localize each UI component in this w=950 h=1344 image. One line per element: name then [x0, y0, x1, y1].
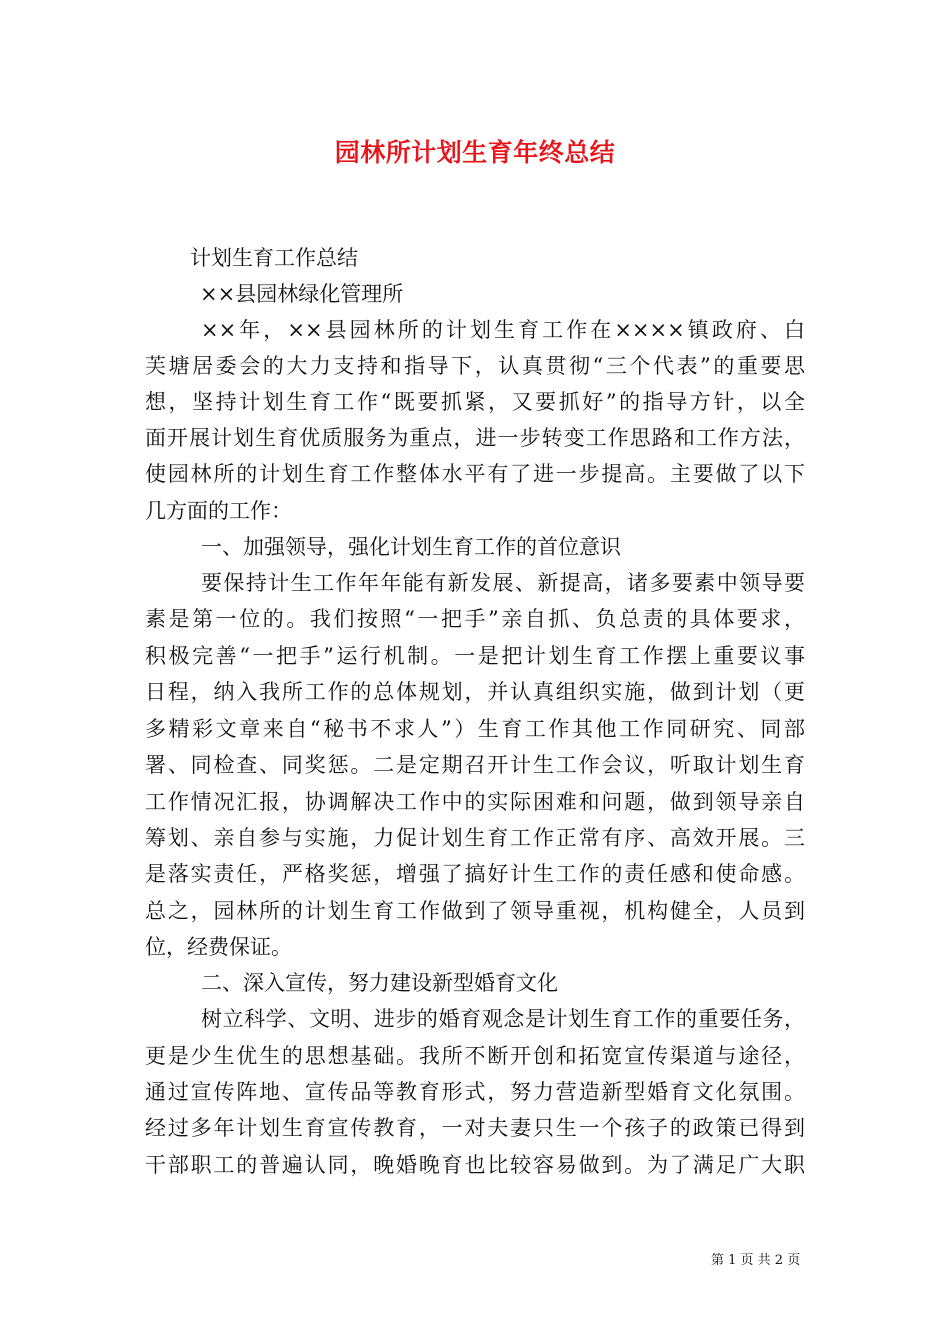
paragraph-line: 想，坚持计划生育工作“既要抓紧，又要抓好”的指导方针，以全 [145, 390, 805, 414]
paragraph-line: 是落实责任，严格奖惩，增强了搞好计生工作的责任感和使命感。 [145, 862, 805, 886]
paragraph-line: 署、同检查、同奖惩。二是定期召开计生工作会议，听取计划生育 [145, 753, 805, 777]
subtitle: 计划生育工作总结 [190, 246, 358, 270]
paragraph-line: 经过多年计划生育宣传教育，一对夫妻只生一个孩子的政策已得到 [145, 1116, 805, 1140]
organization-name: ××县园林绿化管理所 [200, 282, 404, 306]
section-heading-2: 二、深入宣传，努力建设新型婚育文化 [201, 971, 558, 995]
paragraph-line: 使园林所的计划生育工作整体水平有了进一步提高。主要做了以下 [145, 462, 805, 486]
paragraph-line: 更是少生优生的思想基础。我所不断开创和拓宽宣传渠道与途径， [145, 1044, 805, 1068]
paragraph-line: 工作情况汇报，协调解决工作中的实际困难和问题，做到领导亲自 [145, 790, 805, 814]
section-heading-1: 一、加强领导，强化计划生育工作的首位意识 [201, 535, 621, 559]
paragraph-line: 多精彩文章来自“秘书不求人”）生育工作其他工作同研究、同部 [145, 717, 805, 741]
paragraph-line: 面开展计划生育优质服务为重点，进一步转变工作思路和工作方法， [145, 426, 805, 450]
paragraph-line: 位，经费保证。 [145, 935, 292, 959]
paragraph-line: ××年，××县园林所的计划生育工作在××××镇政府、白 [201, 318, 805, 342]
paragraph-line: 素是第一位的。我们按照“一把手”亲自抓、负总责的具体要求， [145, 607, 805, 631]
paragraph-line: 筹划、亲自参与实施，力促计划生育工作正常有序、高效开展。三 [145, 826, 805, 850]
paragraph-line: 芙塘居委会的大力支持和指导下，认真贯彻“三个代表”的重要思 [145, 354, 805, 378]
paragraph-line: 日程，纳入我所工作的总体规划，并认真组织实施，做到计划（更 [145, 680, 805, 704]
paragraph-line: 树立科学、文明、进步的婚育观念是计划生育工作的重要任务， [201, 1007, 805, 1031]
paragraph-line: 积极完善“一把手”运行机制。一是把计划生育工作摆上重要议事 [145, 644, 805, 668]
paragraph-line: 要保持计生工作年年能有新发展、新提高，诸多要素中领导要 [201, 571, 805, 595]
page-footer: 第 1 页 共 2 页 [711, 1253, 801, 1268]
paragraph-line: 干部职工的普遍认同，晚婚晚育也比较容易做到。为了满足广大职 [145, 1153, 805, 1177]
paragraph-line: 通过宣传阵地、宣传品等教育形式，努力营造新型婚育文化氛围。 [145, 1080, 805, 1104]
paragraph-line: 总之，园林所的计划生育工作做到了领导重视，机构健全，人员到 [145, 899, 805, 923]
paragraph-line: 几方面的工作： [145, 499, 292, 523]
document-title: 园林所计划生育年终总结 [334, 138, 616, 167]
